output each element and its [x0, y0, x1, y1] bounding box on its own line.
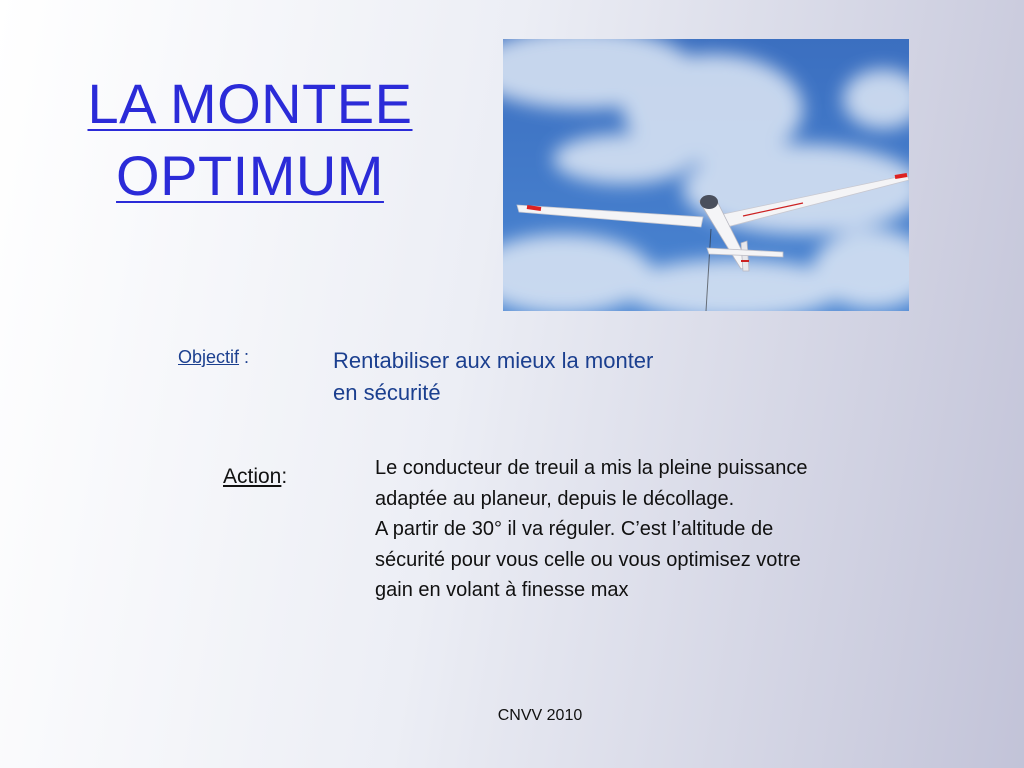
action-text [375, 453, 915, 606]
action-label-text: Action [223, 465, 282, 488]
title-line-1: LA MONTEE [87, 72, 413, 135]
action-line-4: sécurité pour vous celle ou vous optimisez votre [375, 548, 801, 571]
slide-title [40, 68, 460, 212]
footer-text: CNVV 2010 [497, 707, 583, 724]
objectif-label-text: Objectif [178, 347, 240, 367]
action-separator: : [281, 465, 288, 488]
glider-photo [503, 39, 909, 311]
glider-illustration [503, 39, 909, 311]
action-line-2: adaptée au planeur, depuis le décollage. [375, 487, 735, 510]
objectif-text [333, 345, 753, 409]
objectif-separator: : [239, 347, 250, 367]
objectif-line-2: en sécurité [333, 380, 441, 405]
action-line-3: A partir de 30° il va réguler. C’est l’altitude de [375, 518, 774, 540]
action-line-1: Le conducteur de treuil a mis la pleine puissance [375, 457, 808, 479]
action-label [223, 465, 287, 489]
objectif-label [178, 347, 249, 368]
objectif-line-1: Rentabiliser aux mieux la monter [333, 348, 654, 373]
action-line-5: gain en volant à finesse max [375, 579, 629, 601]
title-line-2: OPTIMUM [116, 144, 384, 207]
